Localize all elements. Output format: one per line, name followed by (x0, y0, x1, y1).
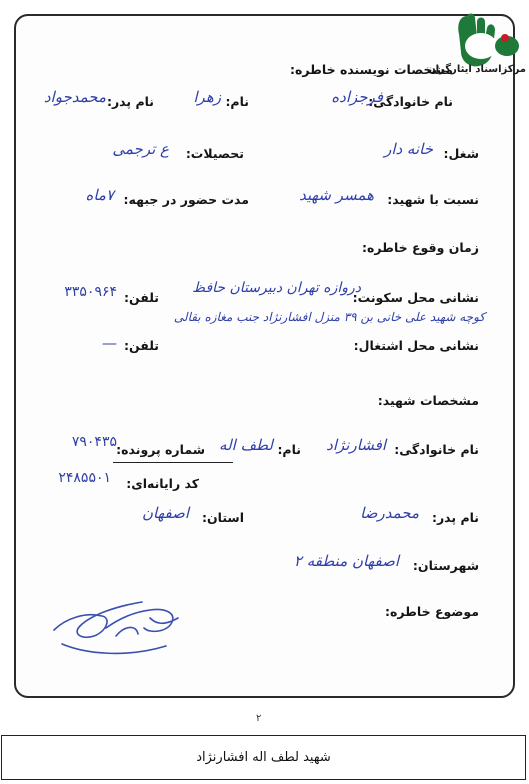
address-value: دروازه تهران دبیرستان حافظ (192, 280, 361, 296)
martyr-father-label: نام پدر: (431, 510, 479, 525)
duration-value: ۷ماه (85, 186, 114, 204)
martyr-header: مشخصات شهید: (377, 393, 479, 408)
address-label: نشانی محل سکونت: (352, 290, 479, 305)
case-number-underline (113, 462, 233, 463)
father-value: محمدجواد (43, 88, 106, 106)
relation-value: همسر شهید (299, 186, 374, 204)
city-value: اصفهان منطقه ۲ (293, 552, 399, 570)
edu-value: ع ترجمی (112, 140, 169, 158)
name-label: نام: (225, 94, 249, 109)
logo-text: مرکزاسناد ایثارگران (427, 64, 526, 75)
relation-label: نسبت با شهید: (387, 192, 479, 207)
edu-label: تحصیلات: (185, 146, 244, 161)
family-value: فرجزاده (331, 88, 383, 106)
family-label: نام خانوادگی: (368, 94, 453, 109)
signature-icon (46, 588, 196, 666)
martyr-name-value: لطف اله (219, 436, 273, 454)
computer-code-label: کد رایانه‌ای: (126, 476, 199, 491)
martyr-name-label: نام: (277, 442, 301, 457)
author-header: مشخصات نویسنده خاطره: (289, 62, 453, 77)
time-label: زمان وقوع خاطره: (362, 240, 479, 255)
duration-label: مدت حضور در جبهه: (123, 192, 249, 207)
city-label: شهرستان: (412, 558, 479, 573)
case-number-value: ۷۹۰۴۳۵ (71, 434, 117, 450)
job-value: خانه دار (384, 140, 433, 158)
job-label: شغل: (443, 146, 479, 161)
father-label: نام پدر: (106, 94, 154, 109)
address-value-2: کوچه شهید علی خانی بن ۳۹ منزل افشارنژاد جنب مغازه بقالی (173, 310, 485, 324)
phone-value: ۳۳۵۰۹۶۴ (64, 284, 117, 300)
work-phone-value: — (102, 334, 117, 352)
work-address-label: نشانی محل اشتغال: (353, 338, 479, 353)
phone-label: تلفن: (123, 290, 159, 305)
page-number: ۲ (256, 713, 262, 724)
case-number-label: شماره پرونده: (116, 442, 205, 457)
martyr-family-value: افشارنژاد (326, 436, 386, 454)
work-phone-label: تلفن: (123, 338, 159, 353)
martyr-father-value: محمدرضا (360, 504, 419, 522)
caption-text: شهید لطف اله افشارنژاد (196, 750, 331, 765)
province-value: اصفهان (142, 504, 189, 522)
caption-box (1, 735, 526, 780)
province-label: استان: (201, 510, 244, 525)
memory-subject-label: موضوع خاطره: (384, 604, 479, 619)
martyr-family-label: نام خانوادگی: (394, 442, 479, 457)
computer-code-value: ۲۴۸۵۵۰۱ (58, 470, 111, 486)
name-value: زهرا (193, 88, 221, 106)
